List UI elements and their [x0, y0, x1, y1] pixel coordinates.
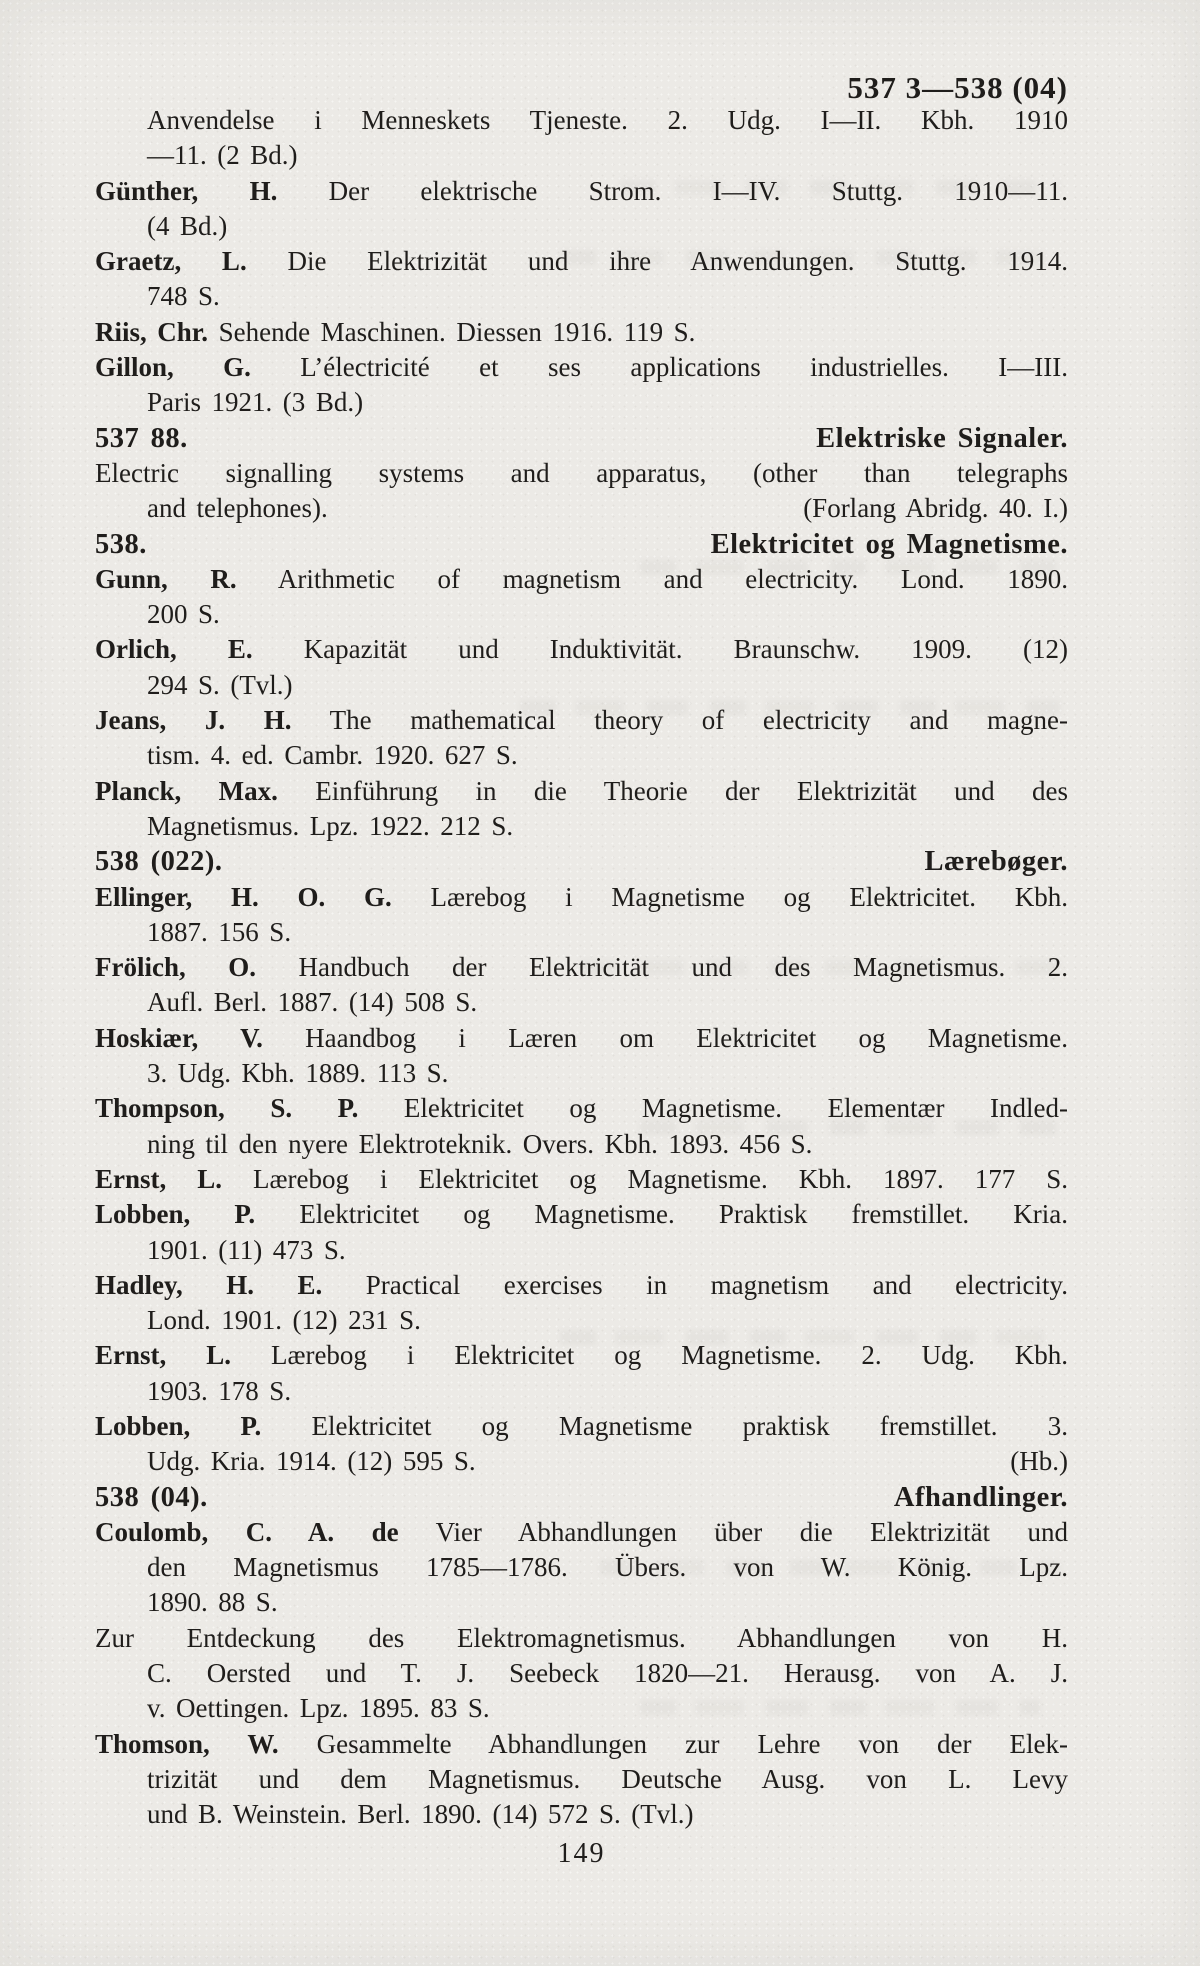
- author-name: Ernst, L.: [95, 1163, 223, 1194]
- entry-continuation-line: [95, 385, 1068, 420]
- line-text: Der elektrische Strom. I—IV. Stuttg. 1910—11.: [328, 175, 1068, 206]
- entry-continuation-line: [95, 597, 1068, 632]
- section-title: Elektricitet og Magnetisme.: [710, 528, 1068, 560]
- section-title: Elektriske Signaler.: [816, 422, 1068, 454]
- entry-continuation-line: [95, 1550, 1068, 1585]
- line-text: Lærebog i Elektricitet og Magnetisme. 2. Udg. Kbh.: [270, 1340, 1068, 1371]
- entry-line: [95, 1727, 1068, 1762]
- line-text: Anvendelse i Menneskets Tjeneste. 2. Udg. I—II. Kbh. 1910: [147, 105, 1068, 135]
- line-text: The mathematical theory of electricity and magne-: [329, 705, 1068, 736]
- line-text: trizität und dem Magnetismus. Deutsche Ausg. von L. Levy: [147, 1763, 1068, 1794]
- entry-line: [95, 1338, 1068, 1373]
- entry-line: [95, 1197, 1068, 1232]
- line-text: 1890. 88 S.: [147, 1587, 278, 1618]
- section-number: 538.: [95, 528, 147, 560]
- entry-continuation-line: [95, 1303, 1068, 1338]
- entry-line: [95, 1515, 1068, 1550]
- entry-continuation-line: [95, 279, 1068, 314]
- line-text: 1903. 178 S.: [147, 1375, 292, 1406]
- line-text: Kapazität und Induktivität. Braunschw. 1909. (12): [303, 634, 1068, 665]
- author-name: Gunn, R.: [95, 563, 237, 594]
- line-text: Elektricitet og Magnetisme. Praktisk fremstillet. Kria.: [299, 1199, 1068, 1230]
- line-text: C. Oersted und T. J. Seebeck 1820—21. Herausg. von A. J.: [147, 1658, 1068, 1689]
- entry-continuation-line: [95, 1691, 1068, 1726]
- line-text: Zur Entdeckung des Elektromagnetismus. Abhandlungen von H.: [95, 1622, 1068, 1653]
- author-name: Jeans, J. H.: [95, 705, 292, 736]
- entry-continuation-line: [95, 668, 1068, 703]
- section-heading: [95, 844, 1068, 879]
- entry-line: [95, 1091, 1068, 1126]
- entry-line: [95, 632, 1068, 667]
- entry-continuation-line: [95, 1656, 1068, 1691]
- entry-continuation-line: [95, 103, 1068, 138]
- line-text: Aufl. Berl. 1887. (14) 508 S.: [147, 987, 478, 1018]
- line-annotation: (Hb.): [1010, 1446, 1068, 1477]
- line-text: 1901. (11) 473 S.: [147, 1234, 346, 1265]
- entry-line: [95, 880, 1068, 915]
- section-title: Lærebøger.: [924, 846, 1068, 878]
- author-name: Thompson, S. P.: [95, 1093, 359, 1124]
- line-text: tism. 4. ed. Cambr. 1920. 627 S.: [147, 740, 518, 771]
- entry-continuation-line: [95, 1585, 1068, 1620]
- author-name: Graetz, L.: [95, 246, 247, 277]
- line-text: (4 Bd.): [147, 210, 228, 241]
- line-text: Paris 1921. (3 Bd.): [147, 387, 364, 418]
- author-name: Ellinger, H. O. G.: [95, 881, 392, 912]
- entry-line: [95, 350, 1068, 385]
- line-text: den Magnetismus 1785—1786. Übers. von W. König. Lpz.: [147, 1552, 1068, 1583]
- line-text: Practical exercises in magnetism and electricity.: [365, 1269, 1068, 1300]
- line-text: 1887. 156 S.: [147, 916, 292, 947]
- page-header-classification-range: 537 3—538 (04): [847, 70, 1068, 105]
- line-text: Arithmetic of magnetism and electricity. Lond. 1890.: [277, 563, 1068, 594]
- entry-line: [95, 562, 1068, 597]
- line-text: Handbuch der Elektricität und des Magnetismus. 2.: [298, 952, 1068, 983]
- line-text: Lærebog i Magnetisme og Elektricitet. Kbh.: [430, 881, 1068, 912]
- author-name: Hadley, H. E.: [95, 1269, 323, 1300]
- line-text: ning til den nyere Elektroteknik. Overs. Kbh. 1893. 456 S.: [147, 1128, 813, 1159]
- entry-line: [95, 1268, 1068, 1303]
- author-name: Riis, Chr.: [95, 316, 209, 347]
- author-name: Planck, Max.: [95, 775, 278, 806]
- section-heading: [95, 527, 1068, 562]
- line-text: 200 S.: [147, 599, 220, 630]
- page-number: 149: [557, 1838, 606, 1869]
- author-name: Günther, H.: [95, 175, 278, 206]
- line-text: Udg. Kria. 1914. (12) 595 S.: [147, 1446, 476, 1477]
- section-title: Afhandlinger.: [893, 1481, 1068, 1513]
- line-text: Die Elektrizität und ihre Anwendungen. Stuttg. 1914.: [287, 246, 1068, 277]
- entry-continuation-line: [95, 209, 1068, 244]
- section-note-line: [95, 491, 1068, 526]
- line-text: Sehende Maschinen. Diessen 1916. 119 S.: [218, 316, 696, 347]
- section-number: 538 (04).: [95, 1481, 208, 1513]
- entry-continuation-line: [95, 1233, 1068, 1268]
- entry-continuation-line: [95, 1444, 1068, 1479]
- entry-continuation-line: [95, 809, 1068, 844]
- entry-line: [95, 774, 1068, 809]
- section-number: 538 (022).: [95, 846, 223, 878]
- line-text: Elektricitet og Magnetisme praktisk fremstillet. 3.: [311, 1410, 1068, 1441]
- section-heading: [95, 421, 1068, 456]
- entry-line: [95, 174, 1068, 209]
- entry-continuation-line: [95, 1374, 1068, 1409]
- entry-line: [95, 244, 1068, 279]
- line-text: 3. Udg. Kbh. 1889. 113 S.: [147, 1058, 449, 1089]
- entry-line: [95, 1162, 1068, 1197]
- entry-continuation-line: [95, 985, 1068, 1020]
- author-name: Lobben, P.: [95, 1199, 256, 1230]
- entry-line: [95, 1021, 1068, 1056]
- section-number: 537 88.: [95, 422, 188, 454]
- author-name: Coulomb, C. A. de: [95, 1516, 399, 1547]
- entry-continuation-line: [95, 915, 1068, 950]
- entry-line: [95, 950, 1068, 985]
- entry-line: [95, 1621, 1068, 1656]
- line-text: Haandbog i Læren om Elektricitet og Magnetisme.: [305, 1022, 1068, 1053]
- line-text: Lærebog i Elektricitet og Magnetisme. Kbh. 1897. 177 S.: [253, 1163, 1068, 1194]
- entry-continuation-line: [95, 1762, 1068, 1797]
- entry-line: [95, 315, 1068, 350]
- entry-continuation-line: [95, 1127, 1068, 1162]
- line-text: Electric signalling systems and apparatus, (other than telegraphs: [95, 457, 1068, 488]
- author-name: Gillon, G.: [95, 352, 251, 383]
- line-text: —11. (2 Bd.): [147, 140, 298, 171]
- line-text: L’électricité et ses applications industrielles. I—III.: [300, 352, 1068, 383]
- line-text: 294 S. (Tvl.): [147, 669, 293, 700]
- line-text: v. Oettingen. Lpz. 1895. 83 S.: [147, 1693, 490, 1724]
- catalog-entries: [95, 103, 1068, 1833]
- entry-continuation-line: [95, 138, 1068, 173]
- entry-continuation-line: [95, 738, 1068, 773]
- line-text: Elektricitet og Magnetisme. Elementær Indled-: [403, 1093, 1068, 1124]
- section-heading: [95, 1480, 1068, 1515]
- line-text: 748 S.: [147, 281, 220, 312]
- line-text: Einführung in die Theorie der Elektrizität und des: [315, 775, 1068, 806]
- entry-line: [95, 703, 1068, 738]
- entry-line: [95, 1409, 1068, 1444]
- author-name: Frölich, O.: [95, 952, 256, 983]
- line-text: und B. Weinstein. Berl. 1890. (14) 572 S. (Tvl.): [147, 1799, 694, 1830]
- line-text: Magnetismus. Lpz. 1922. 212 S.: [147, 810, 514, 841]
- author-name: Hoskiær, V.: [95, 1022, 263, 1053]
- line-text: Lond. 1901. (12) 231 S.: [147, 1305, 421, 1336]
- line-text: Gesammelte Abhandlungen zur Lehre von der Elek-: [316, 1728, 1068, 1759]
- author-name: Lobben, P.: [95, 1410, 262, 1441]
- author-name: Thomson, W.: [95, 1728, 279, 1759]
- line-text: Vier Abhandlungen über die Elektrizität und: [435, 1516, 1068, 1547]
- line-text: and telephones).: [147, 493, 328, 524]
- author-name: Ernst, L.: [95, 1340, 231, 1371]
- author-name: Orlich, E.: [95, 634, 253, 665]
- line-annotation: (Forlang Abridg. 40. I.): [803, 493, 1068, 524]
- entry-continuation-line: [95, 1056, 1068, 1091]
- entry-continuation-line: [95, 1797, 1068, 1832]
- section-note-line: [95, 456, 1068, 491]
